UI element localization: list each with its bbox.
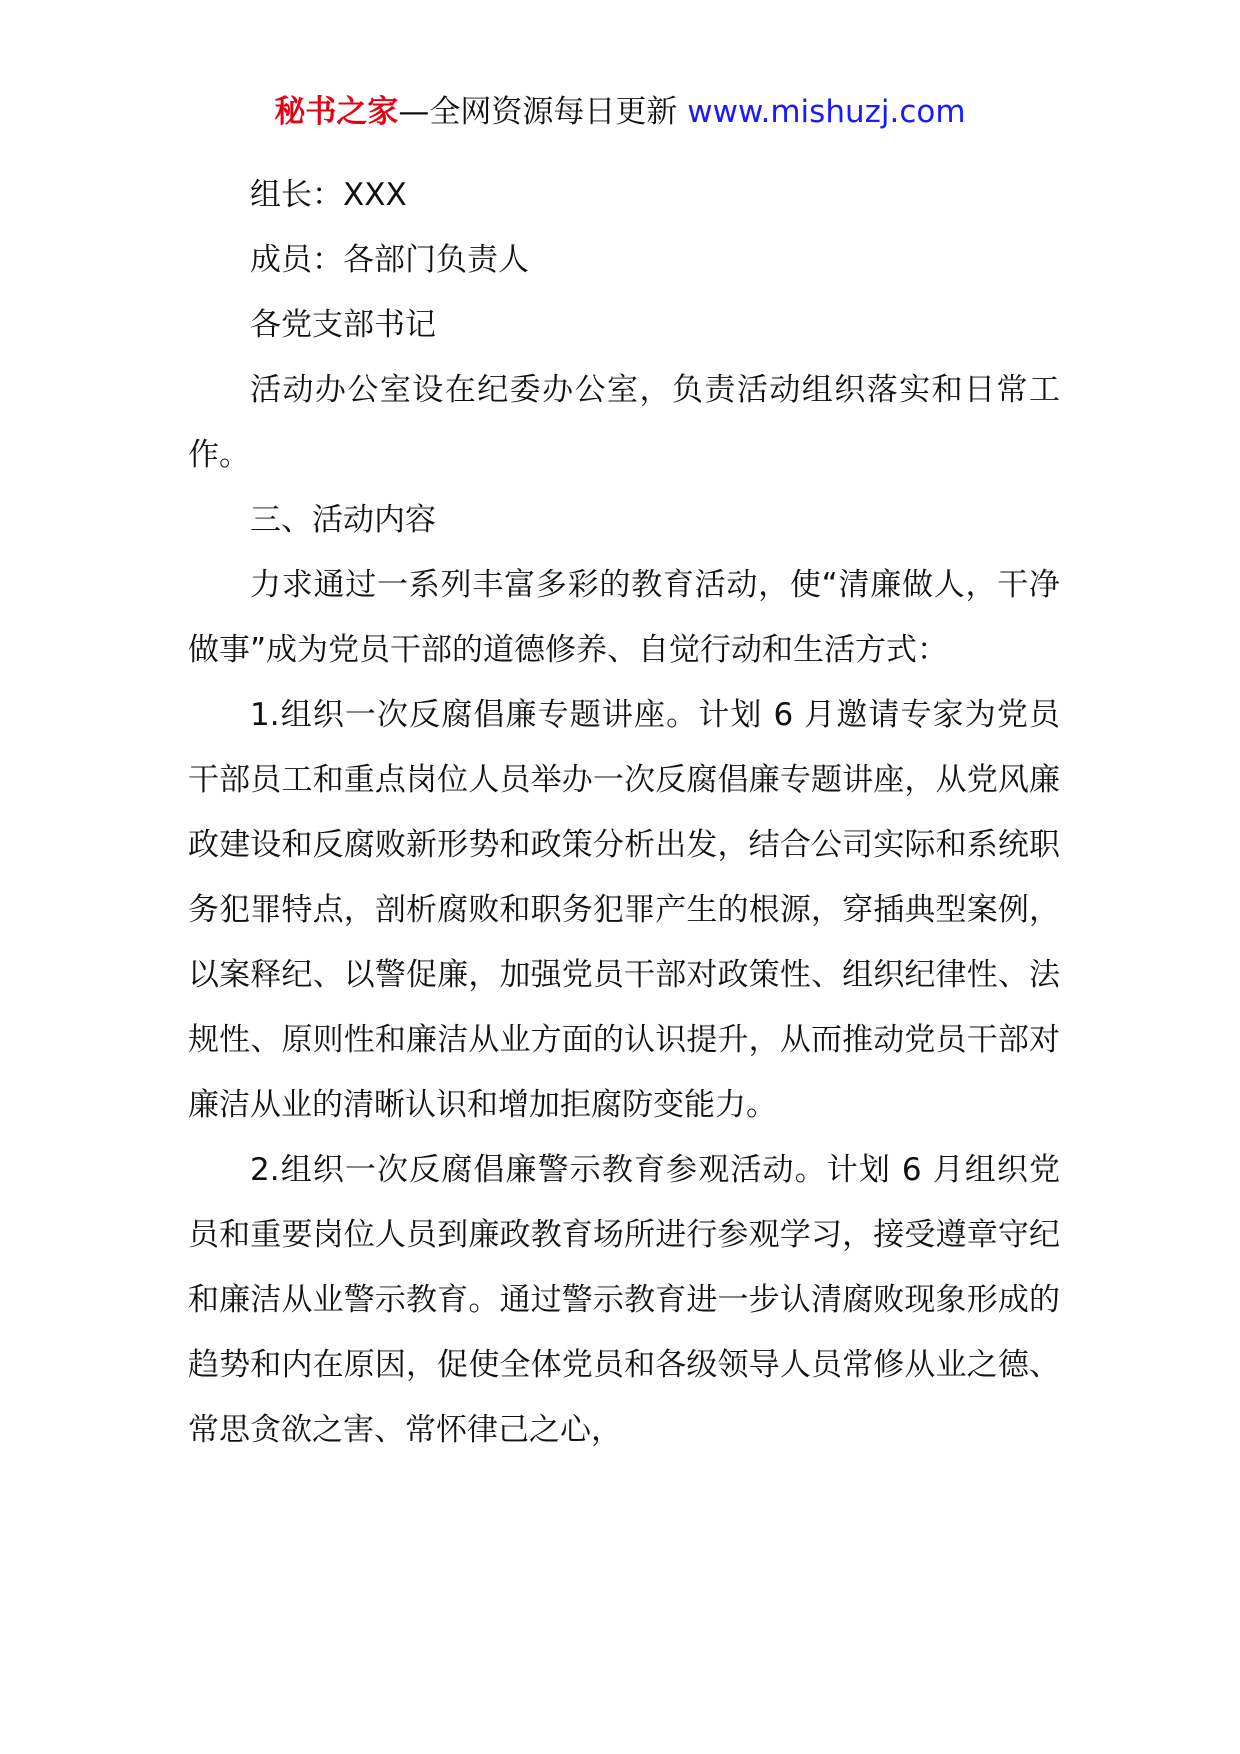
site-brand: 秘书之家 [274,94,399,130]
paragraph-branch-secretaries: 各党支部书记 [250,307,436,343]
document-body [188,163,1060,1463]
paragraph-office: 活动办公室设在纪委办公室，负责活动组织落实和日常工作。 [188,372,1060,473]
section-heading-activity-content: 三、活动内容 [250,502,436,538]
site-tagline: —全网资源每日更新 [398,94,688,130]
paragraph-item-2-visit: 2.组织一次反腐倡廉警示教育参观活动。计划 6 月组织党员和重要岗位人员到廉政教育场所进行参观学习，接受遵章守纪和廉洁从业警示教育。通过警示教育进一步认清腐败现象形成的趋势和内在原因，促使全体党员和各级领导人员常修从业之德、常思贪欲之害、常怀律己之心， [188,1152,1060,1448]
paragraph-members: 成员：各部门负责人 [250,242,529,278]
paragraph-item-1-lecture: 1.组织一次反腐倡廉专题讲座。计划 6 月邀请专家为党员干部员工和重点岗位人员举办一次反腐倡廉专题讲座，从党风廉政建设和反腐败新形势和政策分析出发，结合公司实际和系统职务犯罪特点，剖析腐败和职务犯罪产生的根源，穿插典型案例，以案释纪、以警促廉，加强党员干部对政策性、组织纪律性、法规性、原则性和廉洁从业方面的认识提升，从而推动党员干部对廉洁从业的清晰认识和增加拒腐防变能力。 [188,697,1060,1123]
paragraph-team-leader: 组长：XXX [250,177,407,213]
site-header [0,92,1240,132]
paragraph-activity-goal: 力求通过一系列丰富多彩的教育活动，使“清廉做人，干净做事”成为党员干部的道德修养、自觉行动和生活方式： [188,567,1060,668]
site-url-link[interactable]: www.mishuzj.com [687,94,966,130]
